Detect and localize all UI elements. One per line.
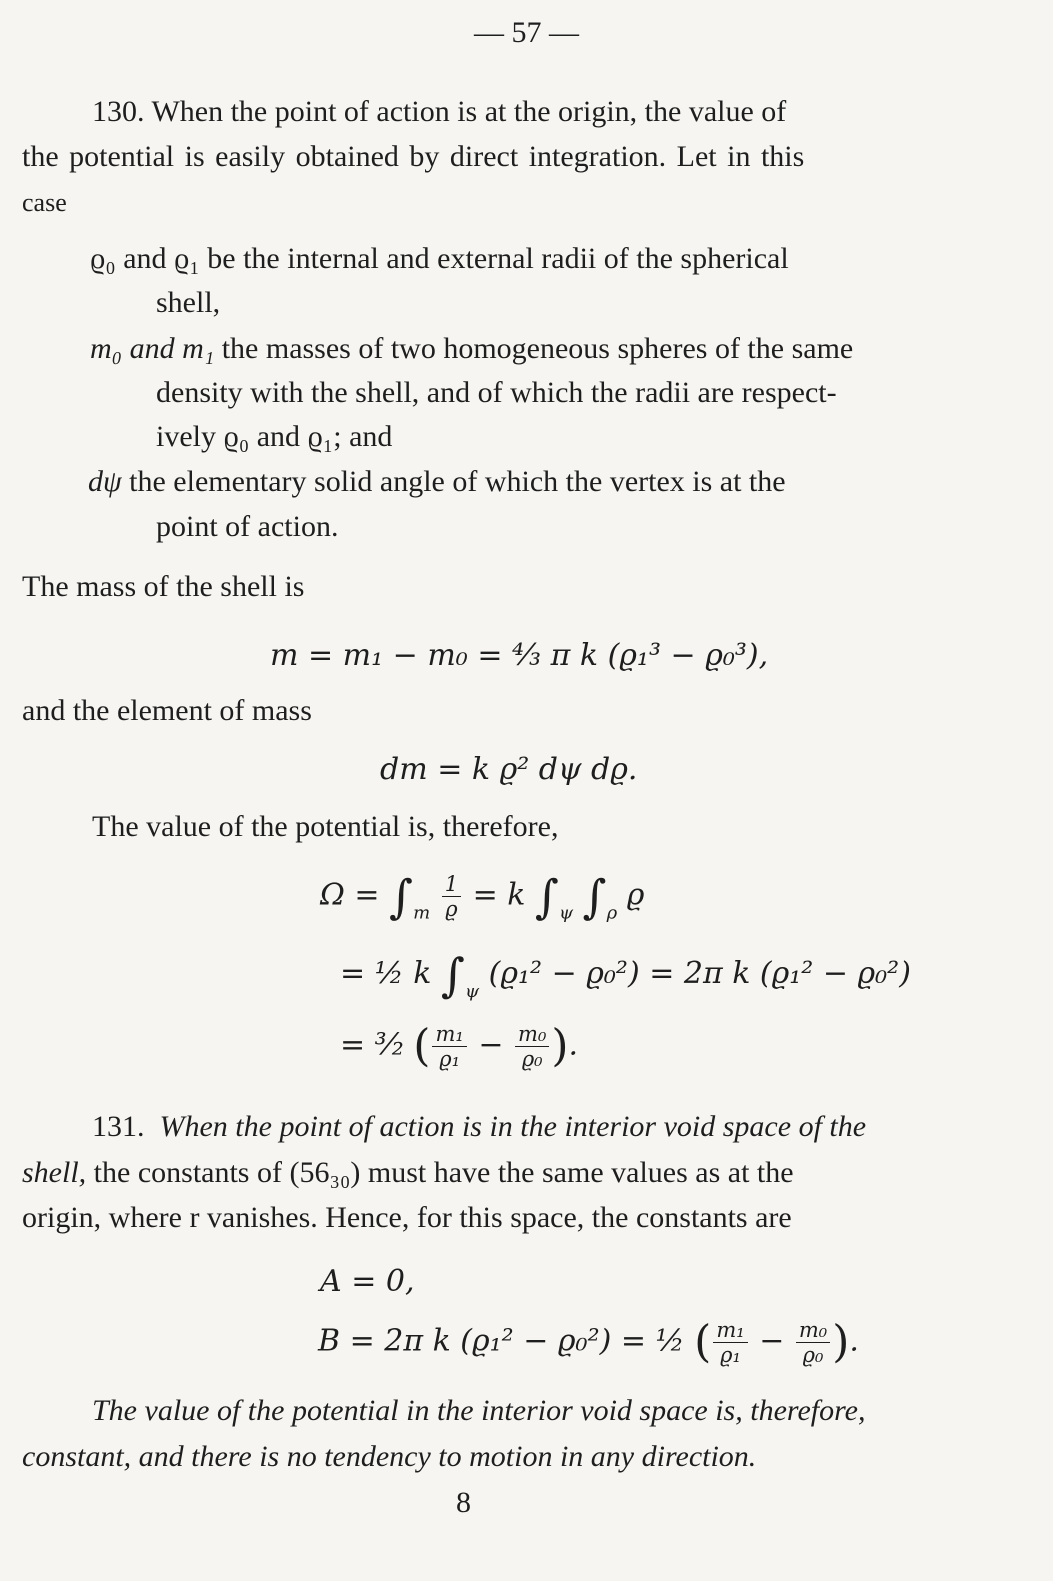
fraction-numerator: m₁ bbox=[713, 1318, 747, 1343]
def-m-cont2: ively ϱ₀ and ϱ₁; and bbox=[156, 420, 393, 453]
para130-line2: the potential is easily obtained by direct integration. Let in this bbox=[22, 140, 805, 173]
para130-line1: 130. When the point of action is at the origin, the value of bbox=[92, 95, 787, 128]
para130-line3: case bbox=[22, 188, 67, 217]
signature-mark: 8 bbox=[456, 1486, 471, 1519]
fraction-denominator: ϱ₀ bbox=[802, 1343, 824, 1367]
potential-eq3: = ³⁄₂ ( $\frac{\text{m₁}}{\text{ϱ₁}}$ − $\frac{\text{m₀}}{\text{ϱ₀}}$ ). bbox=[340, 1020, 579, 1072]
integral-sign: ∫ bbox=[389, 869, 414, 924]
fraction-m0-rho0 bbox=[796, 1318, 830, 1367]
para131-line1-italic: When the point of action is in the interior void space of the bbox=[159, 1110, 867, 1143]
integral-sign: ∫ bbox=[441, 948, 465, 1002]
left-paren: ( bbox=[694, 1316, 712, 1368]
constant-B-prefix: B = 2π k (ϱ₁² − ϱ₀²) = ½ bbox=[318, 1323, 685, 1359]
eq2-prefix: = ½ k bbox=[340, 956, 432, 991]
left-paren: ( bbox=[413, 1020, 431, 1072]
fraction-numerator: m₁ bbox=[432, 1022, 466, 1047]
potential-intro: The value of the potential is, therefore, bbox=[92, 810, 559, 843]
constant-A: A = 0, bbox=[320, 1264, 415, 1299]
def-m bbox=[90, 334, 853, 364]
fraction-m0-rho0 bbox=[515, 1022, 549, 1071]
conclusion-line1: The value of the potential in the interior void space is, therefore, bbox=[92, 1394, 866, 1427]
integral-sign: ∫ bbox=[535, 869, 559, 924]
potential-eq2 bbox=[340, 948, 911, 1002]
fraction-numerator: m₀ bbox=[515, 1022, 549, 1047]
def-dpsi-label: dψ bbox=[88, 465, 122, 498]
page-number: — 57 — bbox=[474, 16, 579, 49]
mass-element-intro: and the element of mass bbox=[22, 694, 312, 727]
integral-limit-rho: ρ bbox=[606, 902, 618, 924]
para131-line1 bbox=[92, 1112, 866, 1142]
para131-line2 bbox=[22, 1158, 794, 1188]
potential-eq1: $\Omega = \int_m$ $\frac{1}{ϱ}$ = k $\int_\psi$ $\int_\rho$ ϱ bbox=[320, 869, 645, 924]
para131-number: 131. bbox=[92, 1110, 145, 1143]
mass-equation: m = m₁ − m₀ = ⁴⁄₃ π k (ϱ₁³ − ϱ₀³), bbox=[270, 638, 769, 673]
eq2-body: (ϱ₁² − ϱ₀²) = 2π k (ϱ₁² − ϱ₀²) bbox=[488, 956, 911, 991]
fraction-denominator: ϱ₀ bbox=[521, 1047, 543, 1071]
def-rho-text: be the internal and external radii of the spherical bbox=[207, 242, 789, 275]
mass-element-equation: dm = k ϱ² dψ dϱ. bbox=[380, 752, 638, 787]
def-m-text: the masses of two homogeneous spheres of the same bbox=[221, 332, 854, 365]
constant-B: B = 2π k (ϱ₁² − ϱ₀²) = ½ ( $\frac{\text{m₁}}{\text{ϱ₁}}$ − $\frac{\text{m₀}}{\text{ϱ₀}}$ ). bbox=[318, 1316, 859, 1368]
rho-symbol: ϱ bbox=[626, 877, 645, 913]
def-rho bbox=[90, 244, 789, 274]
def-dpsi-text: the elementary solid angle of which the vertex is at the bbox=[129, 465, 786, 498]
para131-line2-rest: the constants of (56₃₀) must have the same values as at the bbox=[86, 1156, 794, 1189]
omega-symbol: Ω bbox=[320, 877, 345, 913]
integral-limit-psi: ψ bbox=[464, 981, 480, 1002]
def-m-cont1: density with the shell, and of which the radii are respect- bbox=[156, 376, 837, 409]
fraction-m1-rho1 bbox=[432, 1022, 466, 1071]
def-dpsi bbox=[88, 467, 786, 497]
constant-k: k bbox=[507, 877, 526, 913]
para131-line2-italic: shell, bbox=[22, 1156, 87, 1189]
integral-limit-psi: ψ bbox=[558, 902, 574, 924]
fraction-one-over-rho bbox=[442, 872, 461, 921]
fraction-numerator: m₀ bbox=[796, 1318, 830, 1343]
fraction-denominator: ϱ bbox=[445, 897, 458, 921]
eq3-prefix: = ³⁄₂ bbox=[340, 1027, 404, 1063]
right-paren: ) bbox=[551, 1020, 569, 1072]
fraction-m1-rho1 bbox=[713, 1318, 747, 1367]
fraction-denominator: ϱ₁ bbox=[720, 1343, 741, 1367]
integral-limit-m: m bbox=[413, 902, 431, 924]
def-rho-label: ϱ₀ and ϱ₁ bbox=[90, 242, 200, 275]
mass-intro: The mass of the shell is bbox=[22, 570, 305, 603]
right-paren: ) bbox=[832, 1316, 850, 1368]
def-dpsi-cont: point of action. bbox=[156, 510, 339, 543]
fraction-numerator: 1 bbox=[442, 872, 461, 897]
def-rho-cont: shell, bbox=[156, 286, 221, 319]
conclusion-line2: constant, and there is no tendency to motion in any direction. bbox=[22, 1440, 757, 1473]
para131-line3: origin, where r vanishes. Hence, for this space, the constants are bbox=[22, 1201, 792, 1234]
fraction-denominator: ϱ₁ bbox=[439, 1047, 461, 1071]
integral-sign: ∫ bbox=[582, 869, 607, 924]
def-m-label: m₀ and m₁ bbox=[90, 332, 215, 365]
